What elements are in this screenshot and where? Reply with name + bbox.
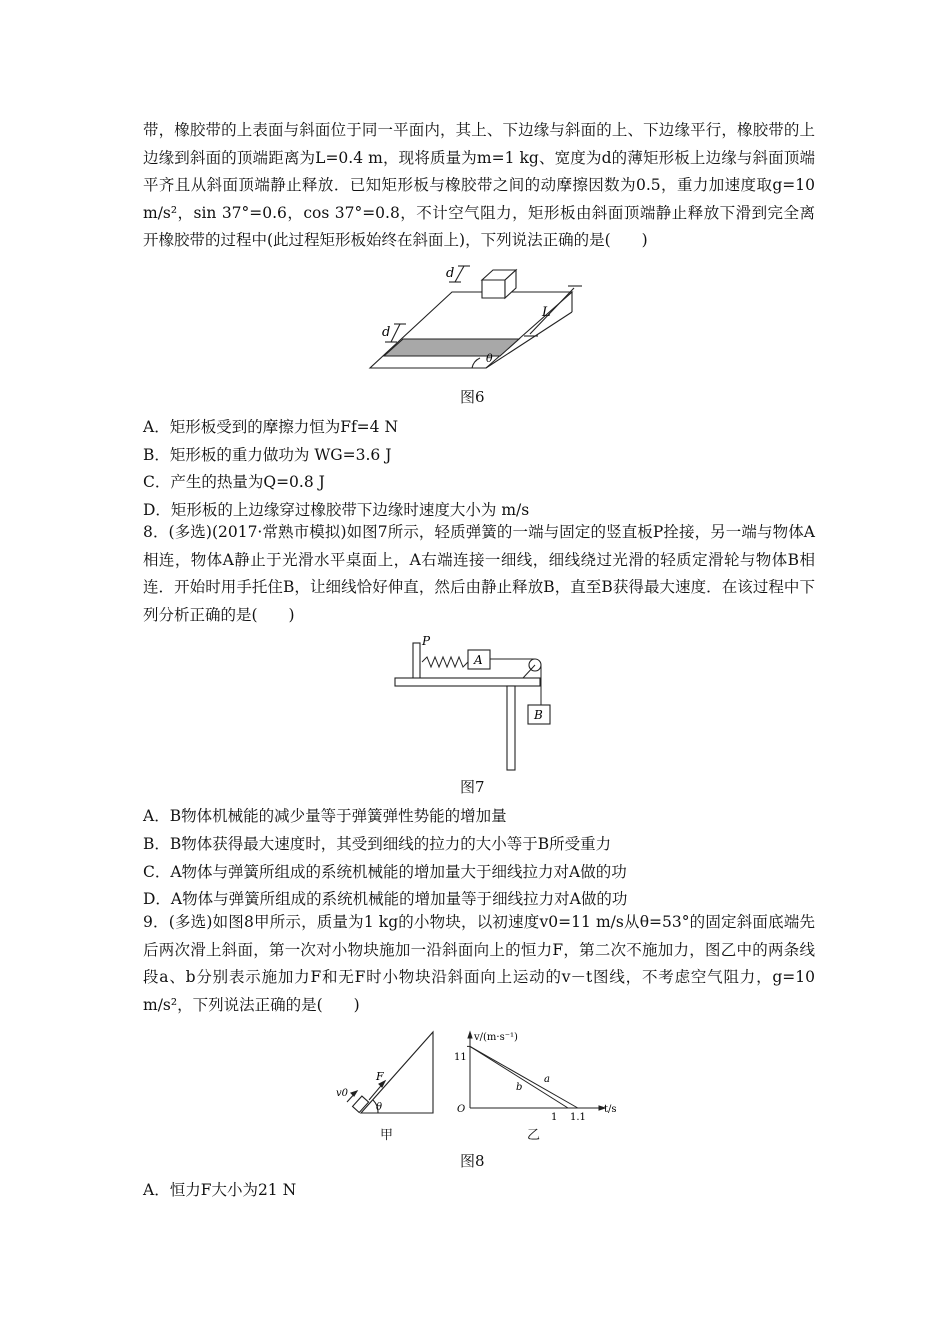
figure-8-sub-yi: 乙 [527, 1128, 541, 1143]
label-d-top: d [446, 266, 455, 281]
origin-label: O [457, 1104, 466, 1115]
label-L: L [542, 305, 551, 320]
figure-6-caption: 图6 [460, 388, 485, 406]
y-tick-11: 11 [454, 1052, 467, 1063]
incline-top-surface [370, 292, 572, 368]
label-theta-9: θ [376, 1102, 383, 1113]
figure-7-caption: 图7 [460, 778, 485, 796]
vt-line-a [470, 1046, 578, 1108]
table-leg [507, 686, 515, 770]
y-axis-label: v/(m·s⁻¹) [474, 1032, 518, 1043]
q8-option-b: B．B物体获得最大速度时，其受到细线的拉力的大小等于B所受重力 [143, 835, 612, 853]
q8-option-c: C．A物体与弹簧所组成的系统机械能的增加量大于细线拉力对A做的功 [143, 863, 627, 881]
rubber-band [384, 339, 519, 356]
spring [422, 657, 468, 667]
q8-option-a: A．B物体机械能的减少量等于弹簧弹性势能的增加量 [143, 807, 507, 825]
q7-option-d: D．矩形板的上边缘穿过橡胶带下边缘时速度大小为 m/s [143, 501, 530, 519]
label-v0: v0 [336, 1088, 349, 1099]
figure-8-caption: 图8 [460, 1152, 485, 1170]
label-P: P [422, 634, 431, 648]
q8-option-d: D．A物体与弹簧所组成的系统机械能的增加量等于细线拉力对A做的功 [143, 890, 628, 908]
q7-option-c: C．产生的热量为Q=0.8 J [143, 473, 325, 491]
table-top [395, 678, 540, 686]
figure-6 [360, 262, 590, 382]
q9-option-a: A．恒力F大小为21 N [143, 1181, 297, 1199]
q8-stem: 8．(多选)(2017·常熟市模拟)如图7所示，轻质弹簧的一端与固定的竖直板P拴接，另一端与物体A相连，物体A静止于光滑水平桌面上，A右端连接一细线，细线绕过光滑的轻质定滑轮与物体B相连．开始时用手托住B，让细线恰好伸直，然后由静止释放B，直至B获得最大速度．在该过程中下列分析正确的是( ) [143, 523, 815, 624]
line-a-label: a [544, 1074, 550, 1085]
label-theta: θ [486, 352, 493, 365]
figure-8-incline [333, 1030, 443, 1120]
line-b-label: b [516, 1082, 523, 1093]
figure-8-sub-jia: 甲 [380, 1128, 394, 1143]
figure-8-vt-graph [450, 1030, 620, 1123]
label-A: A [474, 653, 483, 667]
q7-stem: 带，橡胶带的上表面与斜面位于同一平面内，其上、下边缘与斜面的上、下边缘平行，橡胶带的上边缘到斜面的顶端距离为L=0.4 m，现将质量为m=1 kg、宽度为d的薄矩形板上边缘与斜面顶端平齐且从斜面顶端静止释放．已知矩形板与橡胶带之间的动摩擦因数为0.5，重力加速度取g=10 m/s²，sin 37°=0.6，cos 37°=0.8，不计空气阻力，矩形板由斜面顶端静止释放下滑到完全离开橡胶带的过程中(此过程矩形板始终在斜面上)，下列说法正确的是( ) [143, 121, 815, 250]
x-axis-label: t/s [604, 1104, 617, 1115]
label-F: F [376, 1070, 384, 1083]
q7-option-b: B．矩形板的重力做功为 WG=3.6 J [143, 446, 392, 464]
vt-line-b [470, 1046, 568, 1108]
x-tick-1-1: 1.1 [570, 1112, 586, 1123]
q7-option-a: A．矩形板受到的摩擦力恒为Ff=4 N [143, 418, 399, 436]
q9-stem: 9．(多选)如图8甲所示，质量为1 kg的小物块，以初速度v0=11 m/s从θ=53°的固定斜面底端先后两次滑上斜面，第一次对小物块施加一沿斜面向上的恒力F，第二次不施加力，图乙中的两条线段a、b分别表示施加力F和无F时小物块沿斜面向上运动的v－t图线，不考虑空气阻力，g=10 m/s²，下列说法正确的是( ) [143, 913, 815, 1014]
label-d-band: d [382, 325, 391, 340]
label-B: B [534, 708, 543, 722]
figure-7 [395, 633, 565, 773]
x-tick-1: 1 [551, 1112, 558, 1123]
plate-P [413, 643, 420, 681]
